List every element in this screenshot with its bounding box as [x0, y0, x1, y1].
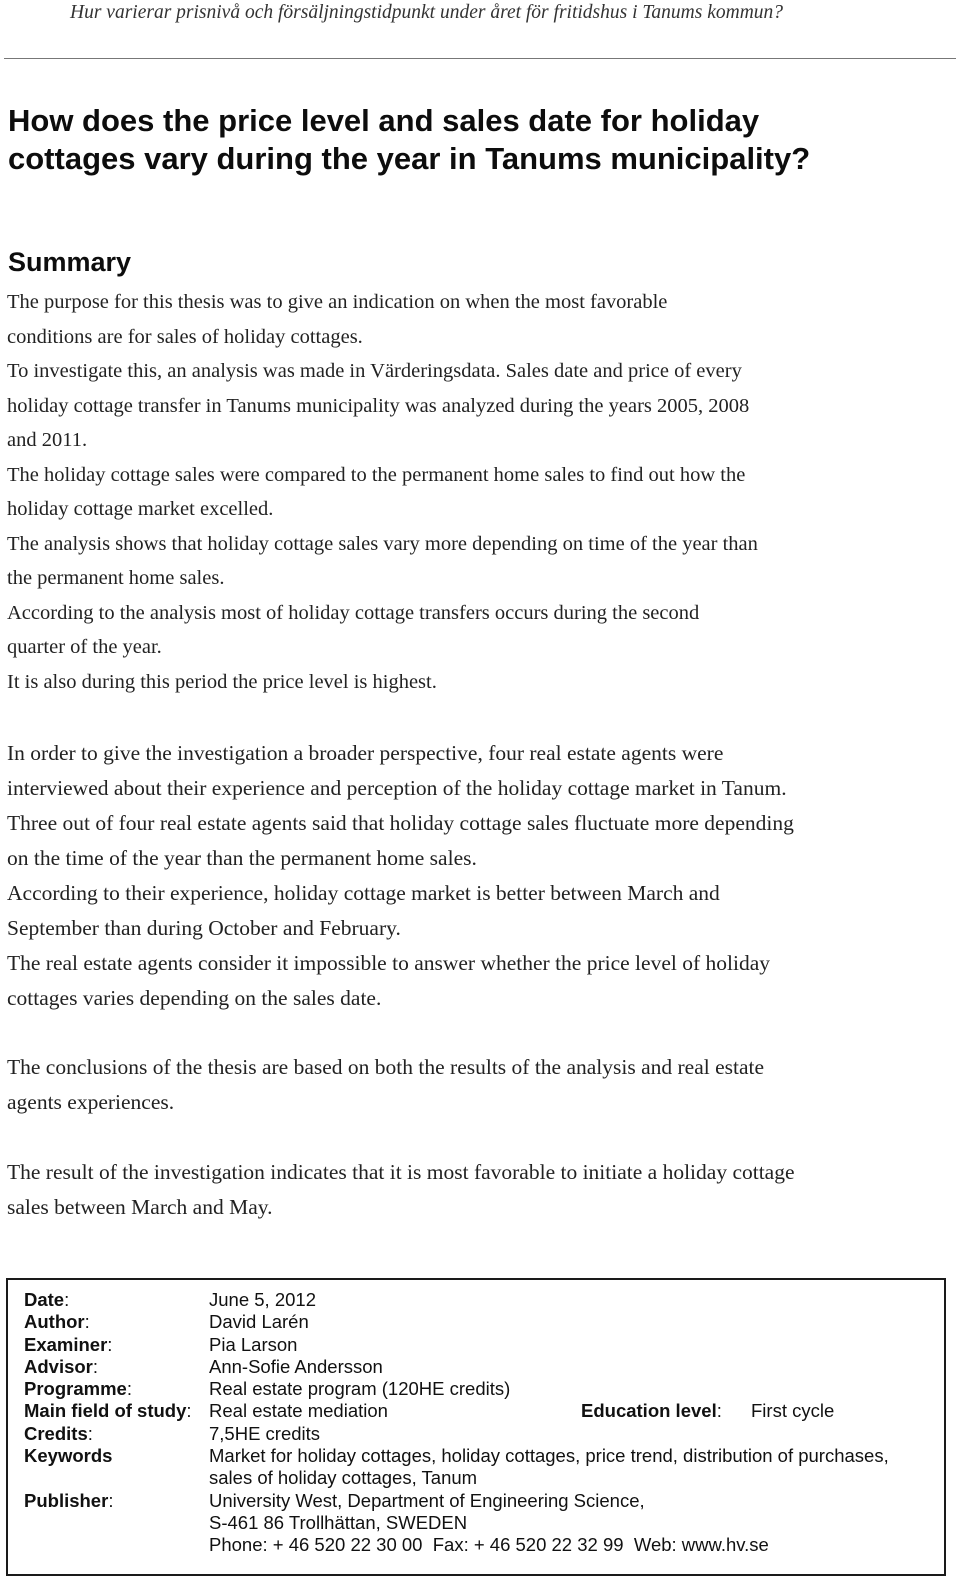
info-row-programme — [24, 1378, 889, 1400]
text-line: on the time of the year than the permanent home sales. — [7, 846, 477, 870]
summary-paragraph-analysis — [7, 285, 952, 699]
keywords-line: Market for holiday cottages, holiday cottages, price trend, distribution of purchases, — [209, 1445, 889, 1467]
document-title — [8, 102, 948, 178]
text-line: The real estate agents consider it impossible to answer whether the price level of holiday — [7, 951, 770, 975]
summary-heading: Summary — [8, 247, 132, 277]
info-label: Education level: — [581, 1400, 722, 1422]
info-row-author — [24, 1311, 889, 1333]
info-label: Programme: — [24, 1378, 132, 1400]
summary-paragraph-result — [7, 1155, 952, 1225]
info-label: Credits: — [24, 1422, 93, 1444]
info-value-keywords — [209, 1445, 889, 1490]
info-label: Examiner: — [24, 1333, 113, 1355]
text-line: interviewed about their experience and perception of the holiday cottage market in Tanum. — [7, 776, 787, 800]
text-line: It is also during this period the price level is highest. — [7, 670, 437, 693]
info-label: Advisor: — [24, 1355, 99, 1377]
info-value-advisor: Ann-Sofie Andersson — [209, 1355, 383, 1377]
info-label: Publisher: — [24, 1489, 114, 1511]
summary-paragraph-conclusions — [7, 1050, 952, 1120]
info-value-main-field: Real estate mediation — [209, 1400, 388, 1422]
text-line: quarter of the year. — [7, 636, 162, 658]
text-line: conditions are for sales of holiday cottages. — [7, 325, 363, 348]
text-line: holiday cottage transfer in Tanums municipality was analyzed during the years 2005, 2008 — [7, 394, 750, 417]
info-value-date: June 5, 2012 — [209, 1289, 316, 1310]
text-line: The conclusions of the thesis are based on both the results of the analysis and real estate — [7, 1055, 765, 1079]
summary-paragraph-interviews — [7, 736, 952, 1016]
text-line: The analysis shows that holiday cottage sales vary more depending on time of the year than — [7, 532, 758, 555]
publisher-line: S-461 86 Trollhättan, SWEDEN — [209, 1511, 468, 1533]
keywords-line: sales of holiday cottages, Tanum — [209, 1467, 478, 1489]
info-label: Main field of study: — [24, 1400, 192, 1422]
running-header: Hur varierar prisnivå och försäljningstidpunkt under året för fritidshus i Tanums kommun? — [70, 2, 784, 23]
info-label: Keywords — [24, 1445, 113, 1467]
publisher-contact-line: Phone: + 46 520 22 30 00 Fax: + 46 520 22 32 99 Web: www.hv.se — [209, 1534, 769, 1556]
title-line: cottages vary during the year in Tanums municipality? — [8, 141, 811, 176]
info-label: Date: — [24, 1289, 70, 1310]
info-value-author: David Larén — [209, 1311, 309, 1333]
text-line: To investigate this, an analysis was made in Värderingsdata. Sales date and price of every — [7, 360, 742, 382]
info-row-main-field — [24, 1400, 889, 1422]
text-line: The purpose for this thesis was to give an indication on when the most favorable — [7, 291, 668, 313]
text-line: cottages varies depending on the sales date. — [7, 986, 382, 1010]
info-value-programme: Real estate program (120HE credits) — [209, 1378, 511, 1400]
text-line: holiday cottage market excelled. — [7, 498, 274, 520]
text-line: The holiday cottage sales were compared to the permanent home sales to find out how the — [7, 463, 746, 486]
info-value-credits: 7,5HE credits — [209, 1422, 321, 1444]
text-line: According to the analysis most of holiday cottage transfers occurs during the second — [7, 601, 700, 624]
info-row-date — [24, 1289, 889, 1311]
info-row-credits — [24, 1423, 889, 1445]
text-line: September than during October and February. — [7, 916, 401, 940]
text-line: According to their experience, holiday cottage market is better between March and — [7, 881, 720, 905]
text-line: sales between March and May. — [7, 1195, 273, 1219]
info-value-education-level: First cycle — [751, 1400, 835, 1422]
text-line: The result of the investigation indicates that it is most favorable to initiate a holiday cottage — [7, 1160, 795, 1184]
text-line: Three out of four real estate agents said that holiday cottage sales fluctuate more depending — [7, 811, 794, 835]
info-row-publisher — [24, 1490, 889, 1557]
info-value-examiner: Pia Larson — [209, 1333, 298, 1355]
publisher-line: University West, Department of Engineering Science, — [209, 1489, 645, 1511]
text-line: the permanent home sales. — [7, 567, 225, 589]
info-value-publisher — [209, 1490, 889, 1557]
info-label: Author: — [24, 1311, 90, 1333]
thesis-info-table — [24, 1289, 889, 1557]
text-line: and 2011. — [7, 429, 88, 451]
header-divider — [4, 58, 956, 59]
info-row-examiner — [24, 1334, 889, 1356]
text-line: agents experiences. — [7, 1090, 175, 1114]
text-line: In order to give the investigation a broader perspective, four real estate agents were — [7, 741, 724, 765]
thesis-info-box — [6, 1278, 946, 1576]
info-row-keywords — [24, 1445, 889, 1490]
title-line: How does the price level and sales date for holiday — [8, 103, 760, 138]
info-row-advisor — [24, 1356, 889, 1378]
